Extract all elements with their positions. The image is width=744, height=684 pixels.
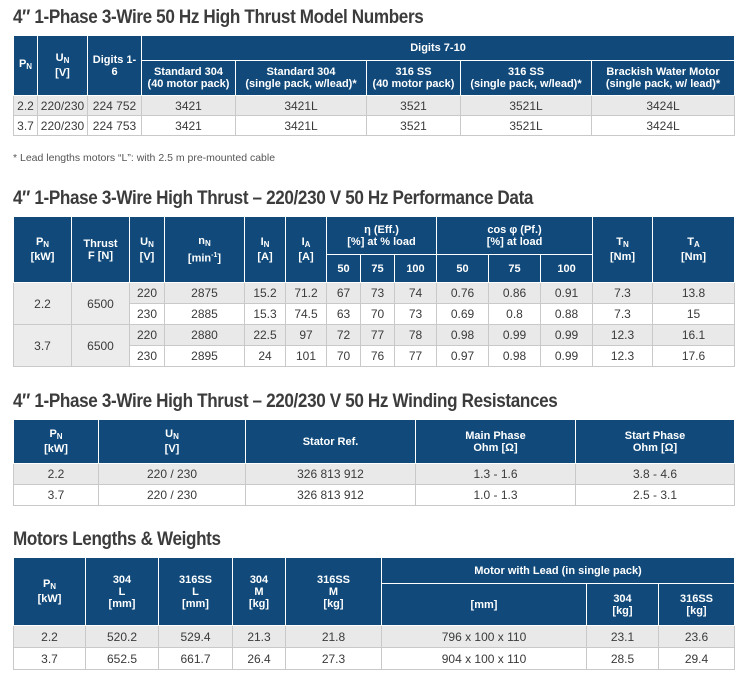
performance-title: 4″ 1-Phase 3-Wire High Thrust – 220/230 V 50 Hz Performance Data bbox=[13, 188, 534, 209]
motor-with-lead-header: Motor with Lead (in single pack) bbox=[382, 558, 735, 584]
eff-load-100: 100 bbox=[395, 255, 437, 283]
in-header: $I_N$ [A] bbox=[245, 217, 286, 283]
table-row: 230 2895 24 101 70 76 77 0.97 0.98 0.99 12.3 17.6 bbox=[14, 346, 735, 367]
model-numbers-table bbox=[13, 35, 735, 136]
pf-load-50: 50 bbox=[437, 255, 489, 283]
digits-1-6-header: Digits 1-6 bbox=[88, 36, 142, 96]
table-row: 2.2 6500 220 2875 15.2 71.2 67 73 74 0.76 0.86 0.91 7.3 13.8 bbox=[14, 283, 735, 304]
pn-header: $P_N$ [kW] bbox=[14, 558, 86, 626]
std304l-header: Standard 304 (single pack, w/lead)* bbox=[236, 61, 367, 96]
table-row: 2.2 220 / 230 326 813 912 1.3 - 1.6 3.8 - 4.6 bbox=[14, 464, 735, 485]
l304-header: 304 L [mm] bbox=[86, 558, 159, 626]
tn-header: $T_N$ [Nm] bbox=[593, 217, 653, 283]
lengths-weights-table bbox=[13, 557, 735, 670]
pn-header: $P_N$ [kW] bbox=[14, 217, 72, 283]
pn-header: $P_N$ bbox=[14, 36, 38, 96]
lead-304-header: 304 [kg] bbox=[587, 584, 659, 626]
std304-header: Standard 304 (40 motor pack) bbox=[142, 61, 236, 96]
digits-7-10-header: Digits 7-10 bbox=[142, 36, 735, 61]
lengths-weights-title: Motors Lengths & Weights bbox=[13, 529, 221, 550]
table-row: 2.2 220/230 224 752 3421 3421L 3521 3521L 3424L bbox=[14, 96, 735, 116]
main-phase-header: Main Phase Ohm [Ω] bbox=[416, 420, 576, 464]
un-header: $U_N$ [V] bbox=[130, 217, 165, 283]
eff-load-75: 75 bbox=[361, 255, 395, 283]
un-header: $U_N$ [V] bbox=[38, 36, 88, 96]
ss316l-header: 316 SS (single pack, w/lead)* bbox=[461, 61, 592, 96]
stator-header: Stator Ref. bbox=[246, 420, 416, 464]
l316-header: 316SS L [mm] bbox=[159, 558, 233, 626]
start-phase-header: Start Phase Ohm [Ω] bbox=[576, 420, 735, 464]
model-numbers-title: 4″ 1-Phase 3-Wire 50 Hz High Thrust Model Numbers bbox=[13, 7, 424, 28]
winding-title: 4″ 1-Phase 3-Wire High Thrust – 220/230 V 50 Hz Winding Resistances bbox=[13, 391, 558, 412]
performance-table bbox=[13, 216, 735, 367]
un-header: $U_N$ [V] bbox=[99, 420, 246, 464]
table-row: 3.7 652.5 661.7 26.4 27.3 904 x 100 x 110 28.5 29.4 bbox=[14, 648, 735, 670]
table-row: 3.7 220/230 224 753 3421 3421L 3521 3521L 3424L bbox=[14, 116, 735, 136]
pf-load-100: 100 bbox=[541, 255, 593, 283]
winding-table bbox=[13, 419, 735, 506]
table-row: 3.7 6500 220 2880 22.5 97 72 77 78 0.98 0.99 0.99 12.3 16.1 bbox=[14, 325, 735, 346]
m304-header: 304 M [kg] bbox=[233, 558, 286, 626]
power-factor-header: cos φ (Pf.) [%] at load bbox=[437, 217, 593, 255]
pn-header: $P_N$ [kW] bbox=[14, 420, 99, 464]
nn-header: $n_N$ $[\min^{-1}]$ bbox=[165, 217, 245, 283]
brackish-header: Brackish Water Motor (single pack, w/ lead)* bbox=[592, 61, 735, 96]
pf-load-75: 75 bbox=[489, 255, 541, 283]
thrust-header: Thrust F [N] bbox=[72, 217, 130, 283]
ta-header: $T_A$ [Nm] bbox=[653, 217, 735, 283]
lead-316-header: 316SS [kg] bbox=[659, 584, 735, 626]
m316-header: 316SS M [kg] bbox=[286, 558, 382, 626]
ss316-header: 316 SS (40 motor pack) bbox=[367, 61, 461, 96]
lead-mm-header: [mm] bbox=[382, 584, 587, 626]
ia-header: $I_A$ [A] bbox=[286, 217, 327, 283]
table-row: 2.2 520.2 529.4 21.3 21.8 796 x 100 x 110 23.1 23.6 bbox=[14, 626, 735, 648]
footnote: * Lead lengths motors “L”: with 2.5 m pre-mounted cable bbox=[13, 152, 276, 164]
table-row: 230 2885 15.3 74.5 63 70 73 0.69 0.8 0.88 7.3 15 bbox=[14, 304, 735, 325]
eff-load-50: 50 bbox=[327, 255, 361, 283]
efficiency-header: η (Eff.) [%] at % load bbox=[327, 217, 437, 255]
table-row: 3.7 220 / 230 326 813 912 1.0 - 1.3 2.5 - 3.1 bbox=[14, 485, 735, 506]
